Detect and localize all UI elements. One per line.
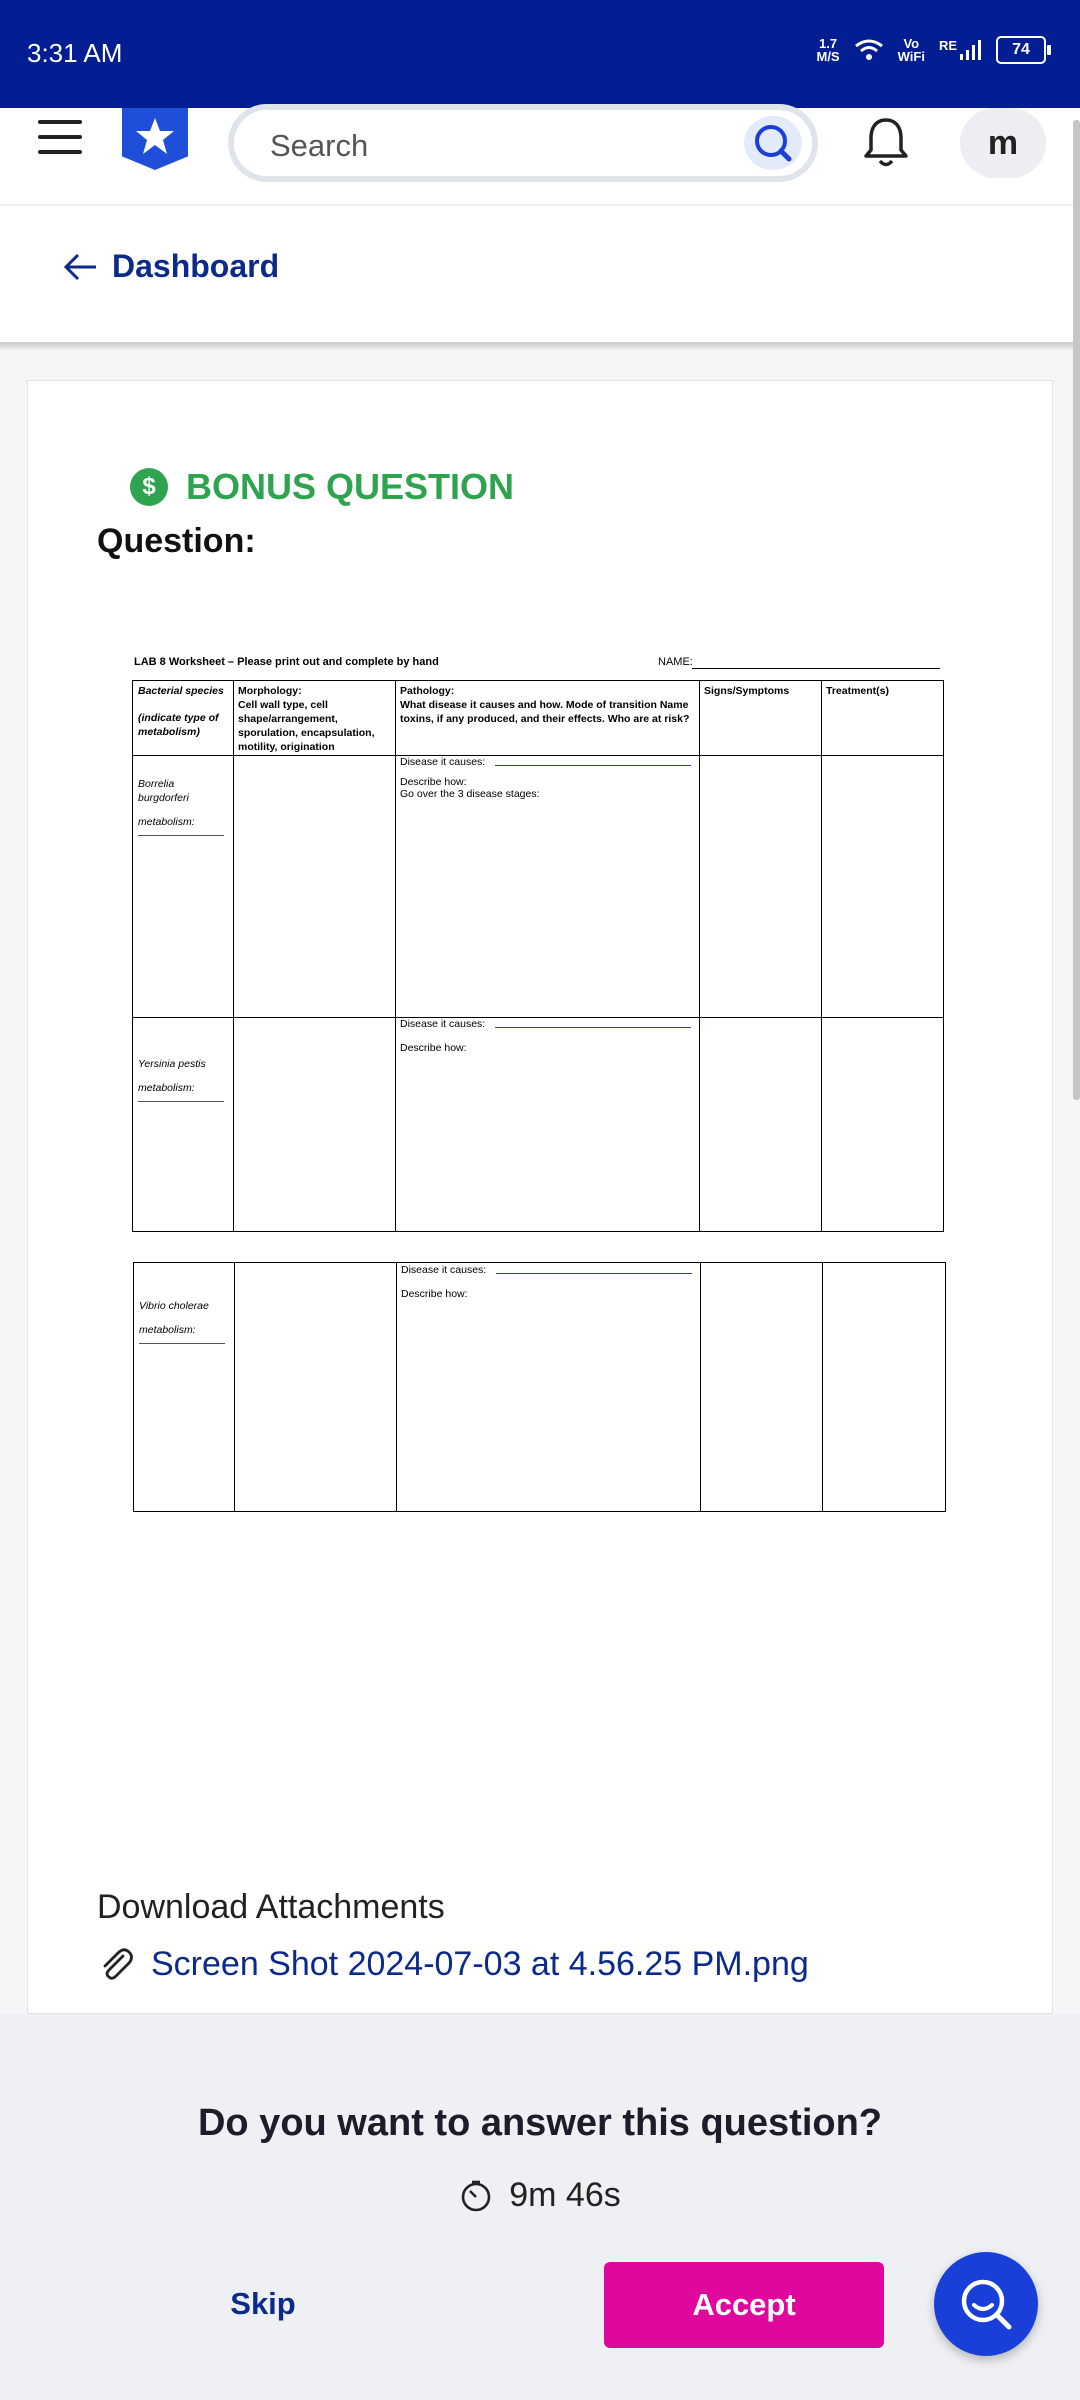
- signal-indicator: RE: [939, 40, 982, 60]
- avatar[interactable]: m: [960, 108, 1046, 178]
- divider: [0, 204, 1080, 206]
- answer-prompt: Do you want to answer this question?: [197, 2102, 883, 2144]
- row-metabolism: metabolism:: [138, 1082, 195, 1094]
- back-label[interactable]: Dashboard: [112, 248, 280, 284]
- status-bar: [0, 0, 1080, 108]
- wifi-icon: [854, 38, 884, 62]
- question-image[interactable]: [130, 652, 950, 1512]
- vowifi-indicator: Vo WiFi: [897, 36, 925, 64]
- worksheet-header: LAB 8 Worksheet – Please print out and complete by hand: [134, 656, 439, 668]
- row-describe-label: Describe how:: [400, 776, 467, 788]
- col-pathology-title: Pathology:: [400, 685, 455, 697]
- bonus-label: BONUS QUESTION: [186, 466, 515, 507]
- col-treatment: Treatment(s): [826, 685, 890, 697]
- search-button[interactable]: [744, 116, 802, 170]
- search-input[interactable]: Search: [270, 128, 369, 163]
- worksheet-table: [133, 1262, 946, 1512]
- row-species: Borrelia burgdorferi: [138, 778, 189, 804]
- network-speed: 1.7 M/S: [816, 36, 840, 64]
- search-bar[interactable]: [228, 104, 818, 182]
- bonus-question-header: [130, 466, 514, 508]
- name-line: [692, 668, 940, 669]
- row-disease-label: Disease it causes:: [400, 1018, 486, 1030]
- paperclip-icon: [97, 1946, 135, 1984]
- row-disease-label: Disease it causes:: [401, 1264, 487, 1276]
- question-label: Question:: [97, 522, 256, 560]
- dollar-icon: $: [130, 468, 168, 506]
- col-signs: Signs/Symptoms: [704, 685, 790, 697]
- bell-icon[interactable]: [858, 112, 914, 177]
- countdown-timer: [0, 2176, 1080, 2215]
- skip-button[interactable]: Skip: [230, 2286, 296, 2321]
- menu-icon[interactable]: [38, 120, 82, 160]
- attachments-title: Download Attachments: [97, 1888, 445, 1926]
- col-morphology-title: Morphology:: [238, 685, 302, 697]
- back-to-dashboard-link[interactable]: [62, 248, 279, 285]
- row-species: Yersinia pestis: [138, 1058, 206, 1070]
- attachment-link[interactable]: [97, 1945, 809, 1984]
- row-disease-label: Disease it causes:: [400, 756, 486, 768]
- worksheet-name-label: NAME:: [658, 656, 693, 668]
- col-species-note: (indicate type of metabolism): [138, 712, 219, 738]
- battery-indicator: 74: [996, 36, 1046, 64]
- logo-star-icon[interactable]: [122, 108, 188, 170]
- search-icon: [744, 116, 802, 170]
- row-metabolism: metabolism:: [139, 1324, 196, 1336]
- timer-value: 9m 46s: [509, 2176, 621, 2214]
- col-morphology-note: Cell wall type, cell shape/arrangement, sporulation, encapsulation, motility, origination: [238, 699, 375, 753]
- row-describe-label: Describe how:: [401, 1288, 468, 1300]
- scrollbar[interactable]: [1073, 120, 1080, 1100]
- col-pathology-note: What disease it causes and how. Mode of transition Name toxins, if any produced, and their effects. Who are at risk?: [400, 699, 690, 725]
- row-species: Vibrio cholerae: [139, 1300, 209, 1312]
- status-icons: [816, 36, 1046, 64]
- worksheet-table: [132, 680, 944, 1232]
- search-assistant-button[interactable]: [934, 2252, 1038, 2356]
- accept-button[interactable]: Accept: [604, 2262, 884, 2348]
- row-metabolism: metabolism:: [138, 816, 195, 828]
- divider-shadow: [0, 342, 1080, 350]
- status-time: 3:31 AM: [27, 38, 123, 68]
- row-describe-label: Describe how:: [400, 1042, 467, 1054]
- arrow-left-icon: [62, 252, 98, 282]
- signal-bars-icon: [960, 40, 982, 60]
- search-chat-icon: [953, 2271, 1019, 2337]
- timer-icon: [459, 2179, 493, 2213]
- attachment-file-name[interactable]: Screen Shot 2024-07-03 at 4.56.25 PM.png: [151, 1945, 809, 1983]
- col-species-title: Bacterial species: [138, 685, 224, 697]
- row-stages-label: Go over the 3 disease stages:: [400, 788, 540, 800]
- top-app-bar: [0, 108, 1080, 204]
